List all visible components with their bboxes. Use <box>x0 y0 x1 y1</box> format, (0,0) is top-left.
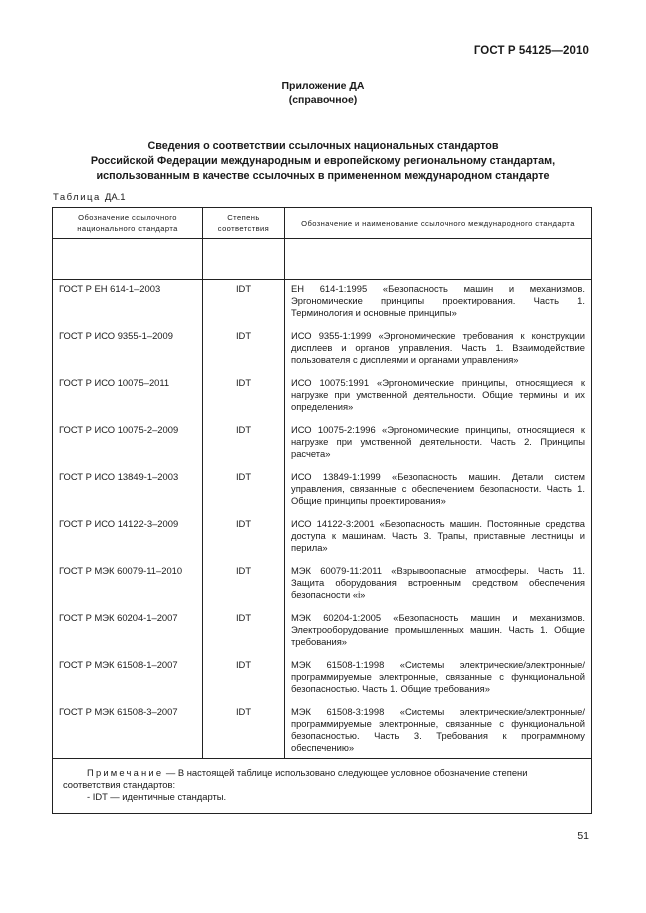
degree-cell: IDT <box>203 421 285 468</box>
national-standard-cell: ГОСТ Р МЭК 60079-11–2010 <box>53 562 203 609</box>
table-row <box>53 562 592 609</box>
degree-cell: IDT <box>203 703 285 759</box>
heading-line: Российской Федерации международным и европейскому региональному стандартам, <box>90 155 556 167</box>
page-number: 51 <box>577 830 589 842</box>
table-row <box>53 656 592 703</box>
correspondence-table <box>52 207 592 814</box>
international-standard-cell: ЕН 614-1:1995 «Безопасность машин и механизмов. Эргономические принципы проектирования. Часть 1. Терминология и основные принципы» <box>285 280 592 328</box>
degree-cell: IDT <box>203 374 285 421</box>
international-standard-cell: МЭК 61508-3:1998 «Системы электрические/электронные/программируемые электронные, связанные с функциональной безопасностью. Часть 3. Требования к программному обеспечению» <box>285 703 592 759</box>
national-standard-cell: ГОСТ Р МЭК 61508-1–2007 <box>53 656 203 703</box>
degree-cell: IDT <box>203 515 285 562</box>
degree-cell: IDT <box>203 609 285 656</box>
table-label <box>53 192 126 203</box>
annex-subtitle: (справочное) <box>288 94 358 106</box>
national-standard-cell: ГОСТ Р ИСО 9355-1–2009 <box>53 327 203 374</box>
standard-code: ГОСТ Р 54125—2010 <box>473 45 589 57</box>
degree-cell: IDT <box>203 327 285 374</box>
note-text: — В настоящей таблице использовано следующее условное обозначение степени соответствия стандартов: <box>63 767 528 790</box>
national-standard-cell: ГОСТ Р МЭК 61508-3–2007 <box>53 703 203 759</box>
table-row <box>53 327 592 374</box>
table-row <box>53 421 592 468</box>
international-standard-cell: ИСО 9355-1:1999 «Эргономические требования к конструкции дисплеев и органов управления. Часть 1. Взаимодействие пользователя с дисплеями и органами управления» <box>285 327 592 374</box>
table-row <box>53 280 592 328</box>
note-label: Примечание <box>87 767 164 778</box>
section-heading <box>60 139 586 184</box>
table-row <box>53 703 592 759</box>
degree-cell: IDT <box>203 280 285 328</box>
national-standard-cell: ГОСТ Р ЕН 614-1–2003 <box>53 280 203 328</box>
table-row <box>53 468 592 515</box>
international-standard-cell: МЭК 60079-11:2011 «Взрывоопасные атмосферы. Часть 11. Защита оборудования встроенным средством обеспечения безопасности «i» <box>285 562 592 609</box>
column-header-international-standard: Обозначение и наименование ссылочного международного стандарта <box>285 208 592 239</box>
column-header-national-standard: Обозначение ссылочного национального стандарта <box>53 208 203 239</box>
national-standard-cell: ГОСТ Р ИСО 14122-3–2009 <box>53 515 203 562</box>
table-note <box>53 759 592 814</box>
national-standard-cell: ГОСТ Р МЭК 60204-1–2007 <box>53 609 203 656</box>
national-standard-cell: ГОСТ Р ИСО 10075–2011 <box>53 374 203 421</box>
annex-title: Приложение ДА <box>281 80 365 92</box>
national-standard-cell: ГОСТ Р ИСО 10075-2–2009 <box>53 421 203 468</box>
table-row <box>53 374 592 421</box>
degree-cell: IDT <box>203 562 285 609</box>
degree-cell: IDT <box>203 468 285 515</box>
table-label-number: ДА.1 <box>104 192 126 203</box>
national-standard-cell: ГОСТ Р ИСО 13849-1–2003 <box>53 468 203 515</box>
table-row <box>53 609 592 656</box>
heading-line: Сведения о соответствии ссылочных национальных стандартов <box>147 140 499 152</box>
table-label-word: Таблица <box>53 192 101 203</box>
note-item: - IDT — идентичные стандарты. <box>87 791 227 802</box>
international-standard-cell: МЭК 60204-1:2005 «Безопасность машин и механизмов. Электрооборудование промышленных машин. Часть 1. Общие требования» <box>285 609 592 656</box>
table-header-row <box>53 208 592 239</box>
table-row <box>53 515 592 562</box>
column-header-degree: Степень соответствия <box>203 208 285 239</box>
degree-cell: IDT <box>203 656 285 703</box>
international-standard-cell: МЭК 61508-1:1998 «Системы электрические/электронные/программируемые электронные, связанные с функциональной безопасностью. Часть 1. Общие требования» <box>285 656 592 703</box>
international-standard-cell: ИСО 10075:1991 «Эргономические принципы, относящиеся к нагрузке при умственной деятельности. Общие термины и их определения» <box>285 374 592 421</box>
heading-line: использованным в качестве ссылочных в примененном международном стандарте <box>96 170 550 182</box>
international-standard-cell: ИСО 14122-3:2001 «Безопасность машин. Постоянные средства доступа к машинам. Часть 3. Трапы, приставные лестницы и перила» <box>285 515 592 562</box>
international-standard-cell: ИСО 10075-2:1996 «Эргономические принципы, относящиеся к нагрузке при умственной деятельности. Часть 2. Принципы расчета» <box>285 421 592 468</box>
note-row <box>53 759 592 814</box>
international-standard-cell: ИСО 13849-1:1999 «Безопасность машин. Детали систем управления, связанные с обеспечением безопасности. Часть 1. Общие принципы проектирования» <box>285 468 592 515</box>
